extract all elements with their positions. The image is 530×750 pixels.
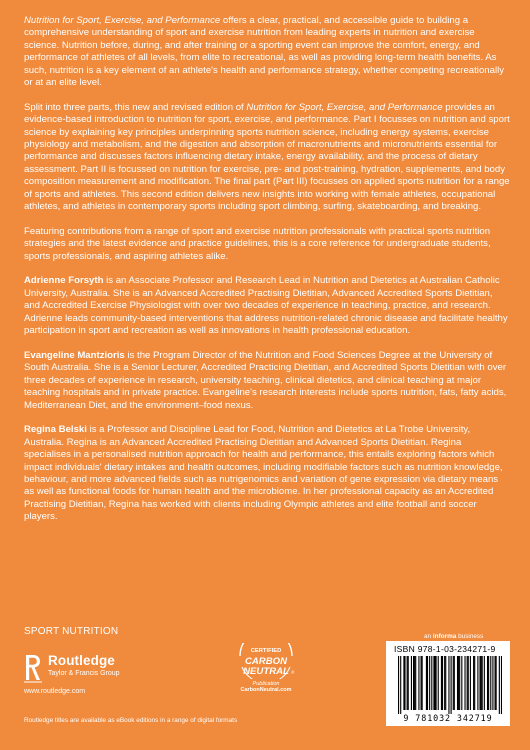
informa-business: business	[456, 633, 484, 640]
carbon-neutral-logo	[236, 643, 296, 679]
carbon-word-text: CARBON	[244, 656, 288, 667]
informa-an: an	[424, 633, 433, 640]
isbn-barcode-box	[386, 641, 510, 726]
publisher-group: Taylor & Francis Group	[48, 670, 120, 677]
publisher-url: www.routledge.com	[24, 688, 86, 695]
carbon-url: CarbonNeutral.com	[240, 687, 292, 693]
parts-book-title: Nutrition for Sport, Exercise, and Performance	[246, 101, 443, 113]
intro-paragraph	[24, 15, 510, 89]
publisher-name: Routledge	[48, 653, 115, 668]
author-bio-forsyth	[24, 275, 510, 337]
carbon-certified-text: CERTIFIED	[250, 648, 282, 654]
author-name: Evangeline Mantzioris	[24, 349, 125, 361]
informa-name: informa	[432, 633, 457, 640]
author-bio-text: is the Program Director of the Nutrition and Food Sciences Degree at the University of South Australia. She is a Senior Lecturer, Accredited Practicing Dietitian, and Accredited Sports Dietitian with over three decades of experience in research, university teaching, clinical dietetics, and clinical teaching at major teaching hospitals and in private practice. Evangeline's research interests include sports nutrition, fats, fatty acids, Mediterranean Diet, and the environment–food nexus.	[24, 349, 507, 411]
author-bio-text: is an Associate Professor and Research Lead in Nutrition and Dietetics at Australian Catholic University, Australia. She is an Advanced Accredited Practising Dietitian, Advanced Accredited Sports Dietitian, and Accredited Exercise Physiologist with over two decades of experience in teaching, practice, and research. Adrienne leads community-based interventions that address nutrition-related chronic disease and facilitate healthy participation in sport and recreation as well as innovations in health professional education.	[24, 275, 508, 337]
registered-mark: ®	[291, 670, 295, 675]
featuring-paragraph: Featuring contributions from a range of sport and exercise nutrition professionals with practical sports nutrition strategies and the latest evidence and practice guidelines, this is a core reference for undergraduate students, sports professionals, and aspiring athletes alike.	[24, 225, 491, 262]
carbon-neutral-badge	[236, 643, 296, 705]
neutral-word-text: NEUTRAL	[243, 666, 289, 677]
intro-book-title: Nutrition for Sport, Exercise, and Performance	[24, 15, 221, 26]
author-name: Regina Belski	[24, 424, 87, 436]
parts-text: provides an evidence-based introduction to nutrition for sport, exercise, and performance. Part I focusses on nutrition and sport science by explaining key principles underpinning sports nutrition science, including energy systems, exercise physiology and metabolism, and the digestion and absorption of macronutrients and micronutrients essential for performance and discusses factors influencing dietary intake, energy availability, and the process of dietary assessment. Part II is focussed on nutrition for exercise, pre- and post-training, hydration, supplements, and body composition measurement and modification. The final part (Part III) focusses on applied sports nutrition for a range of sports and athletes. This second edition delivers new insights into working with female athletes, occupational athletes, and athletes in contemporary sports including sport climbing, surfing, skateboarding, and breaking.	[24, 101, 510, 213]
intro-text: offers a clear, practical, and accessible guide to building a comprehensive understanding of sport and exercise nutrition from leading experts in nutrition and exercise science. Nutrition before, during, and after training or a sporting event can improve the comfort, energy, and performance of athletes of all levels, from elite to recreational, as well as providing long-term health benefits. As such, nutrition is a key element of an athlete's health and performance strategy, whether competing recreationally or at an elite level.	[24, 15, 505, 89]
subject-category: SPORT NUTRITION	[24, 626, 119, 637]
back-cover-text	[24, 15, 510, 536]
publisher-logo	[24, 651, 224, 696]
author-bio-mantzioris	[24, 350, 510, 412]
routledge-r-icon	[24, 653, 42, 683]
author-bio-text: is a Professor and Discipline Lead for Food, Nutrition and Dietetics at La Trobe University, Australia. Regina is an Advanced Accredited Practising Dietitian and Advanced Sports Dietitian. Regina specialises in a personalised nutrition approach for health and performance, this entails exploring factors which impact individuals' dietary intakes and health outcomes, including modifiable factors such as nutrition knowledge, behaviour, and more advanced fields such as nutrigenomics and variation of gene expression via dietary means as well as functional foods for human health and the microbiome. In her professional capacity as an Accredited Practising Dietitian, Regina has worked with clients including Olympic athletes and elite football and soccer players.	[24, 424, 503, 523]
ebook-note: Routledge titles are available as eBook editions in a range of digital formats	[24, 717, 238, 724]
author-name: Adrienne Forsyth	[24, 275, 104, 287]
parts-paragraph	[24, 102, 510, 214]
parts-lead: Split into three parts, this new and revised edition of	[24, 101, 247, 113]
isbn-label: ISBN 978-1-03-234271-9	[394, 644, 496, 654]
barcode-digits: 9 781032 342719	[403, 713, 493, 723]
barcode-icon	[398, 656, 502, 714]
author-bio-belski	[24, 424, 510, 523]
carbon-publication-label: Publication	[252, 681, 280, 687]
informa-business-note	[424, 633, 483, 640]
